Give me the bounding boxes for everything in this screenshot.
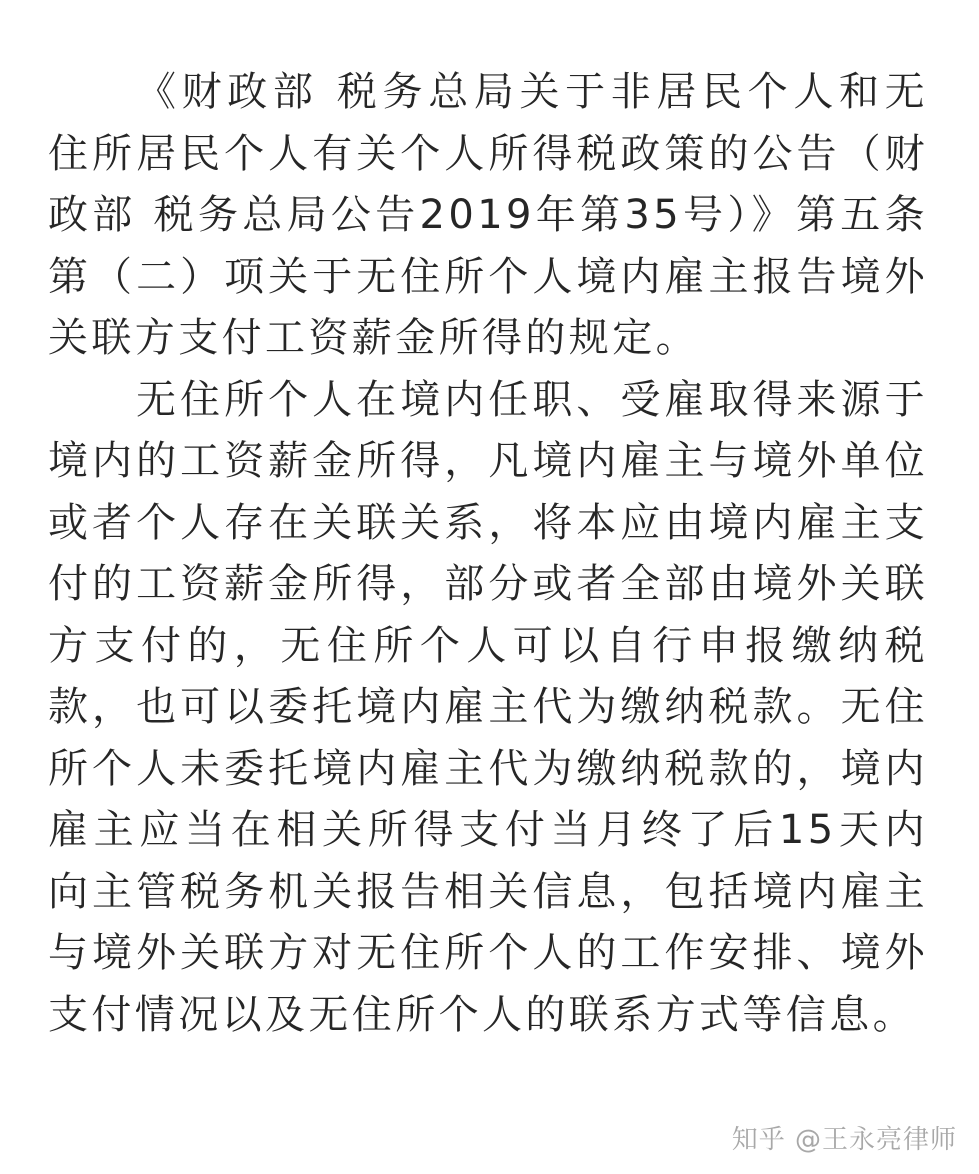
zhihu-watermark: 知乎 @王永亮律师 — [731, 1125, 957, 1155]
article-body — [48, 62, 928, 1046]
paragraph-1: 《财政部 税务总局关于非居民个人和无住所居民个人有关个人所得税政策的公告（财政部 税务总局公告2019年第35号）》第五条第（二）项关于无住所个人境内雇主报告境外关联方支付工资薪金所得的规定。 — [48, 69, 928, 361]
paragraph-2: 无住所个人在境内任职、受雇取得来源于境内的工资薪金所得，凡境内雇主与境外单位或者个人存在关联关系，将本应由境内雇主支付的工资薪金所得，部分或者全部由境外关联方支付的，无住所个人可以自行申报缴纳税款，也可以委托境内雇主代为缴纳税款。无住所个人未委托境内雇主代为缴纳税款的，境内雇主应当在相关所得支付当月终了后15天内向主管税务机关报告相关信息，包括境内雇主与境外关联方对无住所个人的工作安排、境外支付情况以及无住所个人的联系方式等信息。 — [48, 376, 928, 1038]
